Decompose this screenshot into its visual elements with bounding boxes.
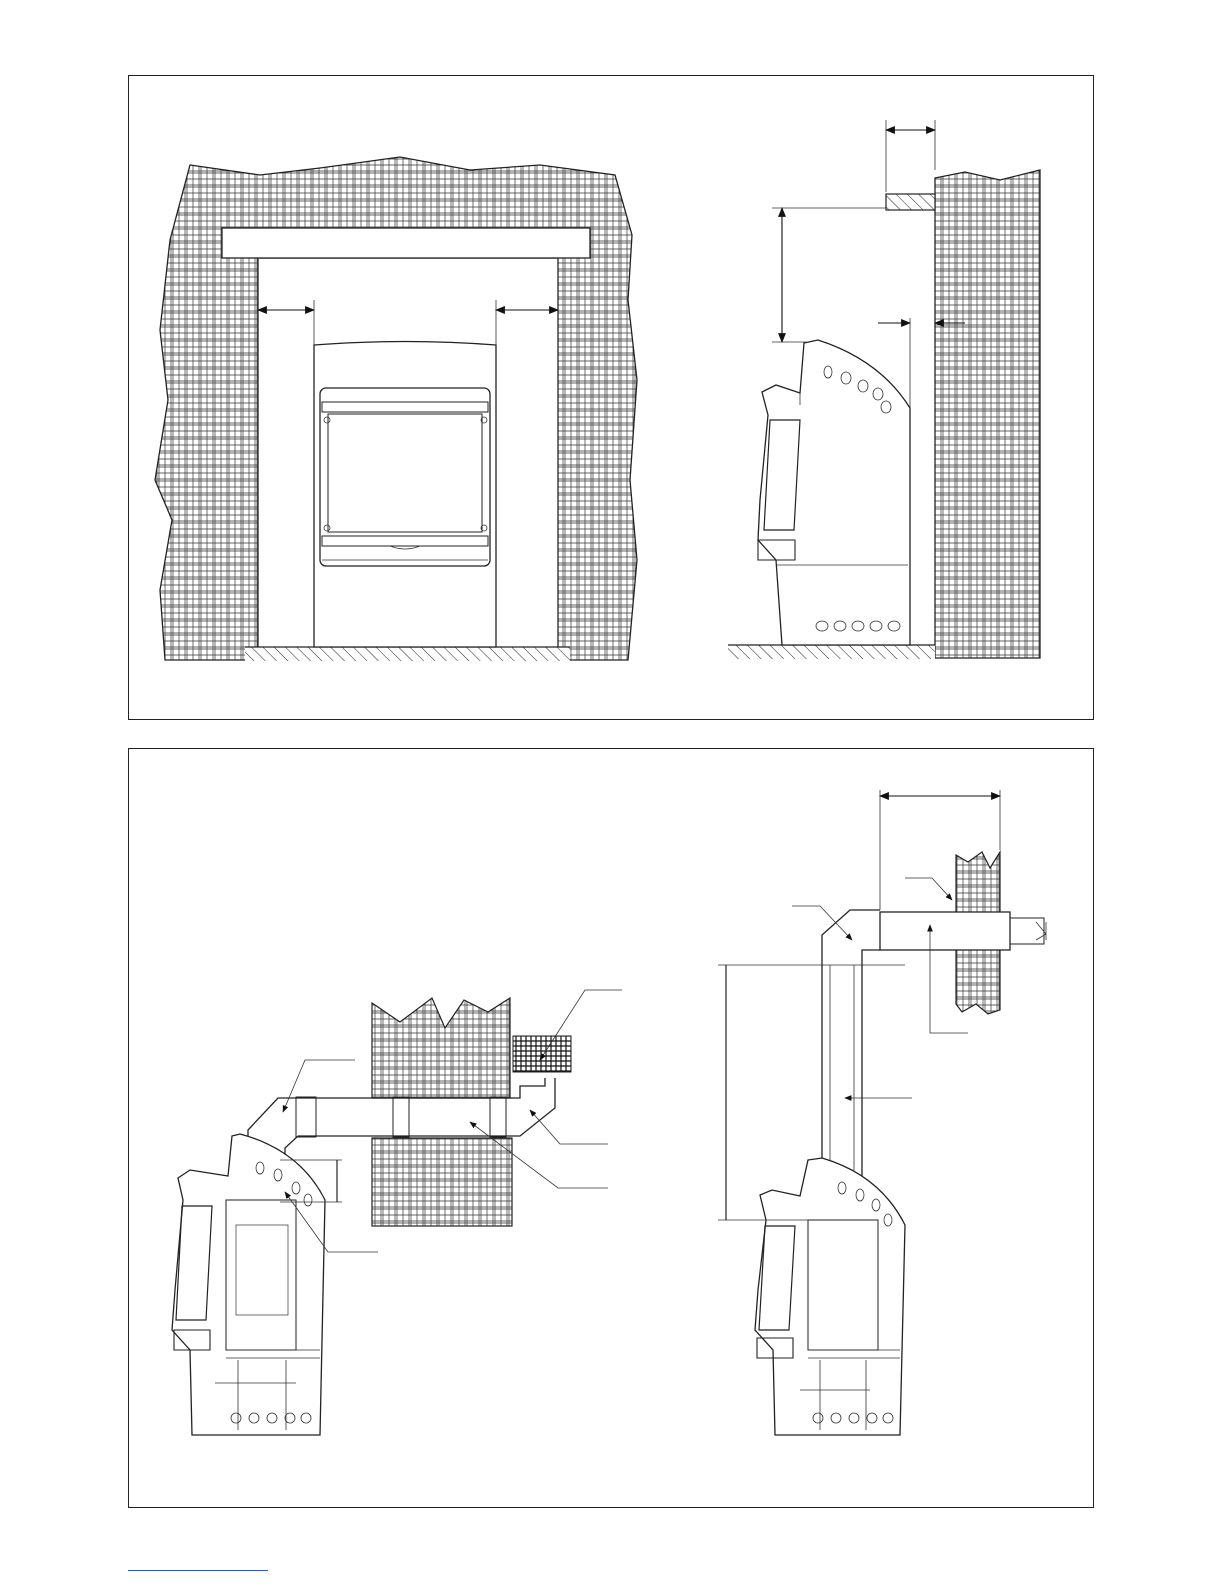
top-flue-view [718, 790, 1046, 1435]
wall-upper-section [372, 998, 510, 1098]
leader-terminal [530, 1110, 608, 1144]
footer-link-underline[interactable] [128, 1570, 268, 1571]
hearth [245, 647, 570, 661]
stove-door [320, 388, 490, 566]
pipe-joint-3 [490, 1097, 506, 1137]
pipe-joint-1 [296, 1097, 316, 1137]
terminal-guard [513, 1036, 571, 1072]
rear-flue-stove [172, 1134, 325, 1435]
leader-elbow [283, 1060, 355, 1112]
flue-terminal [1010, 918, 1044, 944]
wall-lower-section [372, 1138, 512, 1226]
side-hearth [728, 645, 935, 659]
front-view [155, 157, 637, 661]
top-flue-stove [755, 1158, 905, 1435]
pipe-joint-2 [393, 1097, 409, 1137]
mantel-shelf [886, 194, 935, 210]
through-wall-pipe [880, 912, 1010, 950]
rear-flue-view [172, 990, 622, 1435]
leader-wall-sleeve [905, 878, 952, 900]
side-view [728, 120, 1040, 659]
stove-side-profile [758, 340, 910, 645]
rear-wall-brickwork [935, 170, 1040, 658]
lintel [222, 228, 590, 258]
